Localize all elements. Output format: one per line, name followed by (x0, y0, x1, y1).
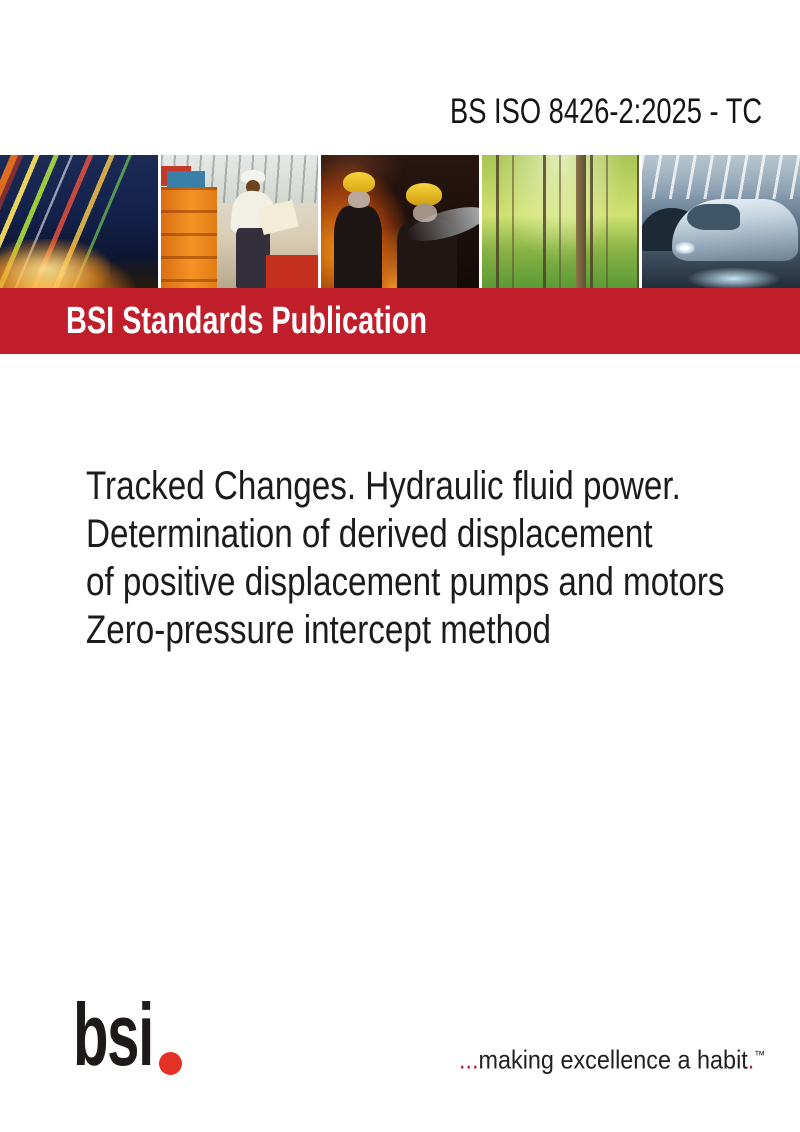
tagline-text: making excellence a habit (478, 1044, 748, 1075)
car-windshield-shape (687, 204, 740, 230)
firefighters-photo (321, 155, 479, 288)
warehouse-red-bin-shape (266, 255, 318, 288)
firefighter-helmet-shape (406, 183, 442, 206)
night-traffic-light-trails-photo (0, 155, 158, 288)
tagline-trademark-icon: ™ (754, 1048, 765, 1062)
firefighter-body-shape (334, 206, 382, 288)
brand-band (0, 288, 800, 354)
bsi-logo-text: bsi (73, 985, 153, 1084)
tagline-period: . (747, 1044, 755, 1075)
title-line: Determination of derived displacement (86, 512, 653, 556)
tagline (459, 1040, 765, 1075)
warehouse-blue-crate-shape (167, 171, 205, 188)
warehouse-worker-photo (161, 155, 319, 288)
silver-car-shape (672, 199, 798, 262)
bsi-logo (73, 985, 203, 1084)
car-headlight-shape (675, 242, 695, 254)
photo-banner (0, 155, 800, 288)
warehouse-orange-crates-shape (161, 187, 218, 288)
light-trails-glow-shape (0, 239, 110, 288)
forest-trees-photo (482, 155, 640, 288)
doc-reference: BS ISO 8426-2:2025 - TC (449, 92, 762, 131)
document-title (86, 462, 800, 654)
brand-band-label: BSI Standards Publication (66, 299, 428, 342)
factory-ceiling-lights-shape (642, 155, 800, 199)
title-line: Tracked Changes. Hydraulic fluid power. (86, 464, 681, 508)
title-line: Zero-pressure intercept method (86, 608, 552, 652)
firefighter-face-shape (348, 191, 370, 208)
tagline-ellipsis: ... (458, 1044, 479, 1075)
tree-trunk-shape (576, 155, 586, 288)
car-assembly-line-photo (642, 155, 800, 288)
bsi-logo-dot-icon (159, 1052, 182, 1075)
title-line: of positive displacement pumps and motors (86, 560, 725, 604)
worker-apron-shape (236, 228, 270, 288)
